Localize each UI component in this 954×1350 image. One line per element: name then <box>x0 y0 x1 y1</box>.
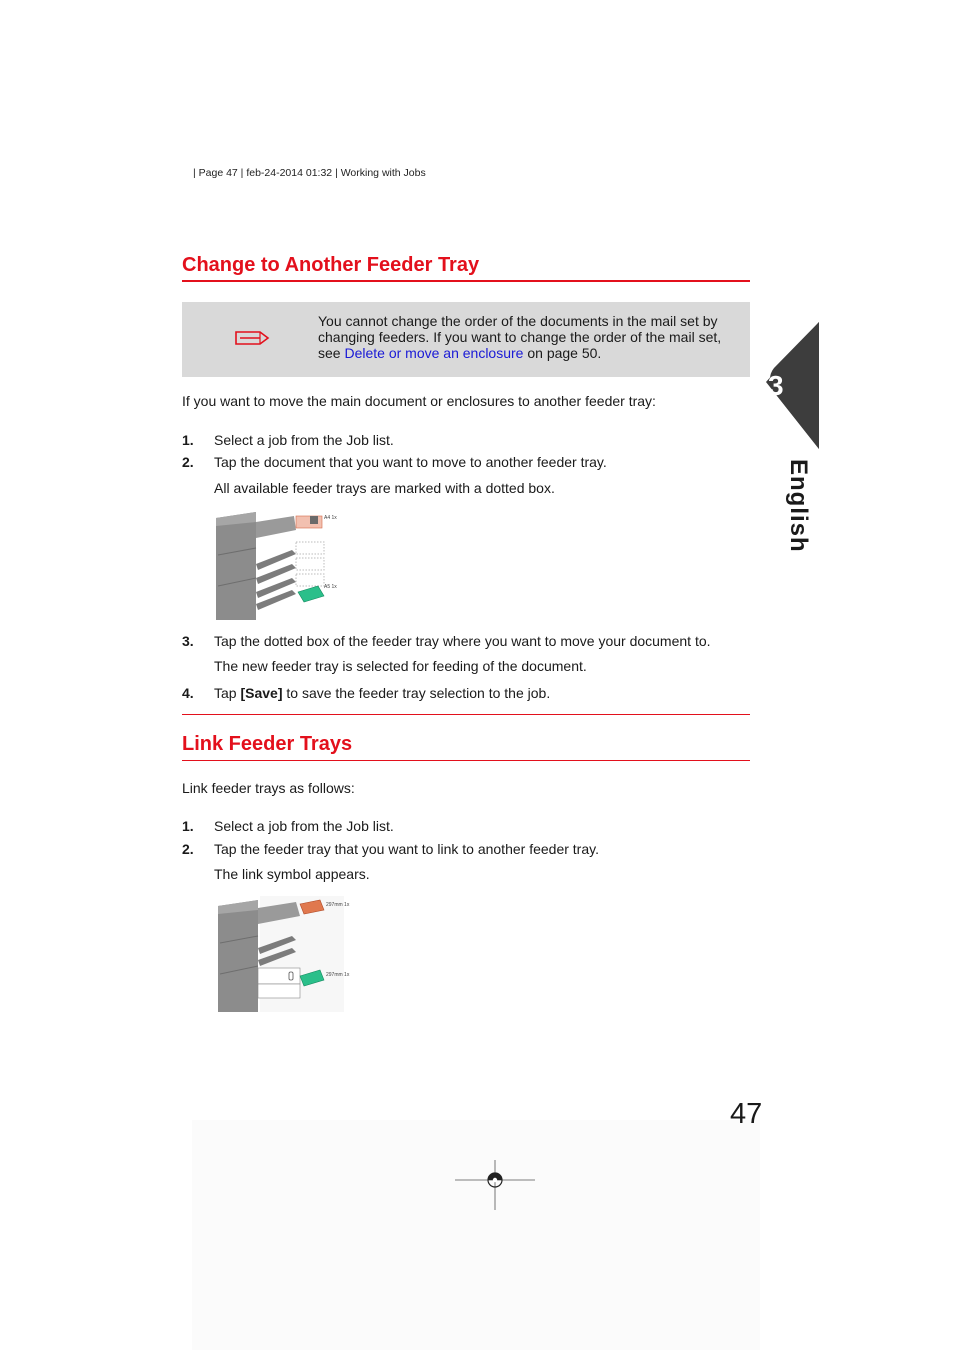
figure-label-top: A4 1x <box>324 515 337 521</box>
registration-mark-icon <box>455 1160 535 1210</box>
dotted-box[interactable] <box>296 558 324 570</box>
step-text: Tap the feeder tray that you want to link to another feeder tray. <box>214 841 599 857</box>
running-head: | Page 47 | feb-24-2014 01:32 | Working with Jobs <box>193 167 426 179</box>
document-icon-a4 <box>296 516 322 528</box>
page-bottom-panel <box>192 1120 760 1350</box>
section-title-rule <box>182 760 750 761</box>
section-title-rule <box>182 280 750 282</box>
note-box <box>182 302 750 377</box>
step-number: 2. <box>182 841 194 857</box>
dotted-box[interactable] <box>296 542 324 554</box>
link-delete-move-enclosure[interactable]: Delete or move an enclosure <box>344 345 524 361</box>
step-number: 1. <box>182 818 194 834</box>
intro-paragraph: Link feeder trays as follows: <box>182 780 355 796</box>
step-text: Tap the dotted box of the feeder tray where you want to move your document to. <box>214 633 711 649</box>
dotted-box[interactable] <box>296 574 324 586</box>
step-text: Tap [Save] to save the feeder tray selection to the job. <box>214 685 551 701</box>
step-result: All available feeder trays are marked with a dotted box. <box>214 480 555 496</box>
language-label: English <box>785 459 812 553</box>
figure-label-top: 297mm 1x <box>326 902 350 908</box>
step-number: 4. <box>182 685 194 701</box>
step-text: Tap the document that you want to move to another feeder tray. <box>214 454 607 470</box>
note-text: You cannot change the order of the documents in the mail set by changing feeders. If you want to change the order of the mail set, see Delete or move an enclosure on page 50. <box>318 313 722 361</box>
figure-label-bottom: A5 1x <box>324 584 337 590</box>
intro-paragraph: If you want to move the main document or enclosures to another feeder tray: <box>182 393 656 409</box>
step-number: 3. <box>182 633 194 649</box>
section-title-change-feeder: Change to Another Feeder Tray <box>182 254 480 276</box>
document-icon-a5 <box>298 586 324 602</box>
step-text: Select a job from the Job list. <box>214 818 394 834</box>
pencil-note-icon <box>234 329 270 347</box>
linked-feeder-tray-figure <box>216 896 350 1012</box>
feeder-tray-figure <box>214 508 338 620</box>
section-title-link-feeder: Link Feeder Trays <box>182 733 353 755</box>
chapter-number: 3 <box>768 370 784 401</box>
step-text: Select a job from the Job list. <box>214 432 394 448</box>
figure-label-bottom: 297mm 1x <box>326 972 350 978</box>
step-number: 2. <box>182 454 194 470</box>
step-result: The link symbol appears. <box>214 866 370 882</box>
page-number: 47 <box>730 1098 763 1130</box>
section-divider <box>182 714 750 715</box>
step-number: 1. <box>182 432 194 448</box>
step-result: The new feeder tray is selected for feeding of the document. <box>214 658 587 674</box>
